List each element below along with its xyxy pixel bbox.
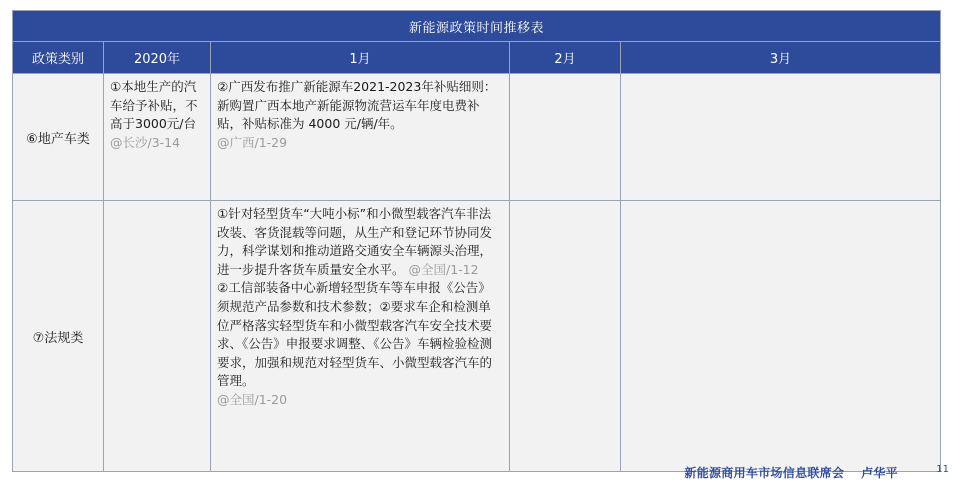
header-march: 3月 xyxy=(621,42,941,74)
table-title: 新能源政策时间推移表 xyxy=(13,11,941,42)
table-row xyxy=(13,74,941,201)
page-footer xyxy=(0,462,960,482)
header-category: 政策类别 xyxy=(13,42,104,74)
policy-timeline-table xyxy=(12,10,941,472)
policy-source: @全国/1-20 xyxy=(217,391,288,407)
policy-source: @广西/1-29 xyxy=(217,134,288,150)
policy-cell-january xyxy=(211,201,510,472)
policy-cell-march xyxy=(621,74,941,201)
policy-cell-2020 xyxy=(104,201,211,472)
page-number: 11 xyxy=(936,464,949,475)
header-february: 2月 xyxy=(510,42,621,74)
footer-organization: 新能源商用车市场信息联席会 卢华平 xyxy=(684,466,898,480)
policy-cell-2020 xyxy=(104,74,211,201)
policy-cell-january xyxy=(211,74,510,201)
policy-text: ①针对轻型货车“大吨小标”和小微型载客汽车非法改装、客货混载等问题，从生产和登记环节协同发力，科学谋划和推动道路交通安全车辆源头治理，进一步提升客货车质量安全水平。 xyxy=(217,206,493,277)
policy-source: @长沙/3-14 xyxy=(110,134,181,150)
policy-text: ②广西发布推广新能源车2021-2023年补贴细则：新购置广西本地产新能源物流营运车年度电费补贴，补贴标准为 4000 元/辆/年。 xyxy=(217,79,497,132)
policy-cell-february xyxy=(510,74,621,201)
policy-text: ②工信部装备中心新增轻型货车等车申报《公告》须规范产品参数和技术参数；②要求车企和检测单位严格落实轻型货车和小微型载客汽车安全技术要求、《公告》申报要求调整、《公告》车辆检验检测要求，加强和规范对轻型货车、小微型载客汽车的管理。 xyxy=(217,280,493,389)
policy-cell-march xyxy=(621,201,941,472)
policy-source: @全国/1-12 xyxy=(408,261,479,277)
table-row xyxy=(13,201,941,472)
policy-text: ①本地生产的汽车给予补贴，不高于3000元/台 xyxy=(110,79,198,132)
header-january: 1月 xyxy=(211,42,510,74)
category-cell: ⑥地产车类 xyxy=(13,74,104,201)
policy-table-frame xyxy=(12,10,940,472)
category-cell: ⑦法规类 xyxy=(13,201,104,472)
policy-cell-february xyxy=(510,201,621,472)
header-2020: 2020年 xyxy=(104,42,211,74)
